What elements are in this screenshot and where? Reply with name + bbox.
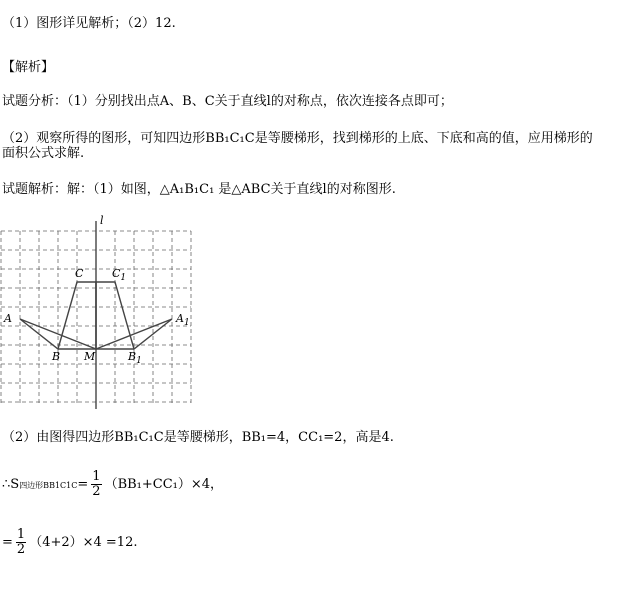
label-c: C — [75, 267, 84, 280]
analysis-part2-b: 面积公式求解. — [2, 146, 85, 161]
section-header: 【解析】 — [2, 60, 55, 75]
solution-part2: （2）由图得四边形BB₁C₁C是等腰梯形，BB₁=4，CC₁=2，高是4. — [2, 430, 394, 445]
formula1-prefix: ∴S — [2, 477, 20, 492]
fraction-numerator-2: 1 — [16, 527, 26, 542]
label-b1: $B_1$ — [128, 350, 142, 366]
label-a: A — [4, 312, 12, 325]
answer-line: （1）图形详见解析；（2）12. — [2, 16, 176, 31]
solution-intro: 试题解析：解：（1）如图，△A₁B₁C₁ 是△ABC关于直线l的对称图形. — [2, 182, 396, 197]
fraction-denominator-2: 2 — [16, 542, 26, 557]
formula1-subscript: 四边形BB1C1C — [19, 481, 78, 490]
formula2-eq: = — [2, 535, 13, 550]
analysis-part1-text: （1）分别找出点A、B、C关于直线l的对称点，依次连接各点即可； — [67, 94, 453, 109]
area-formula-2 — [2, 528, 138, 557]
analysis-label: 试题分析： — [2, 94, 68, 109]
label-a1: $A_1$ — [176, 312, 190, 328]
label-c1: $C_1$ — [112, 267, 127, 283]
fraction-denominator: 2 — [92, 484, 101, 499]
label-l: l — [100, 215, 104, 227]
formula1-body: （BB₁+CC₁）×4， — [104, 477, 224, 492]
label-b: B — [52, 350, 61, 363]
area-formula-1 — [2, 470, 223, 499]
fraction-one-half — [91, 470, 101, 499]
analysis-part1 — [2, 94, 453, 110]
label-m: M — [84, 350, 96, 363]
formula2-body: （4+2）×4 =12. — [29, 535, 138, 550]
fraction-numerator: 1 — [92, 469, 101, 484]
fraction-one-half-2 — [16, 528, 26, 557]
reflection-figure — [0, 215, 200, 415]
formula1-eq: = — [77, 477, 89, 492]
analysis-part2-a: （2）观察所得的图形，可知四边形BB₁C₁C是等腰梯形，找到梯形的上底、下底和高的值，应用梯形的 — [2, 131, 593, 146]
